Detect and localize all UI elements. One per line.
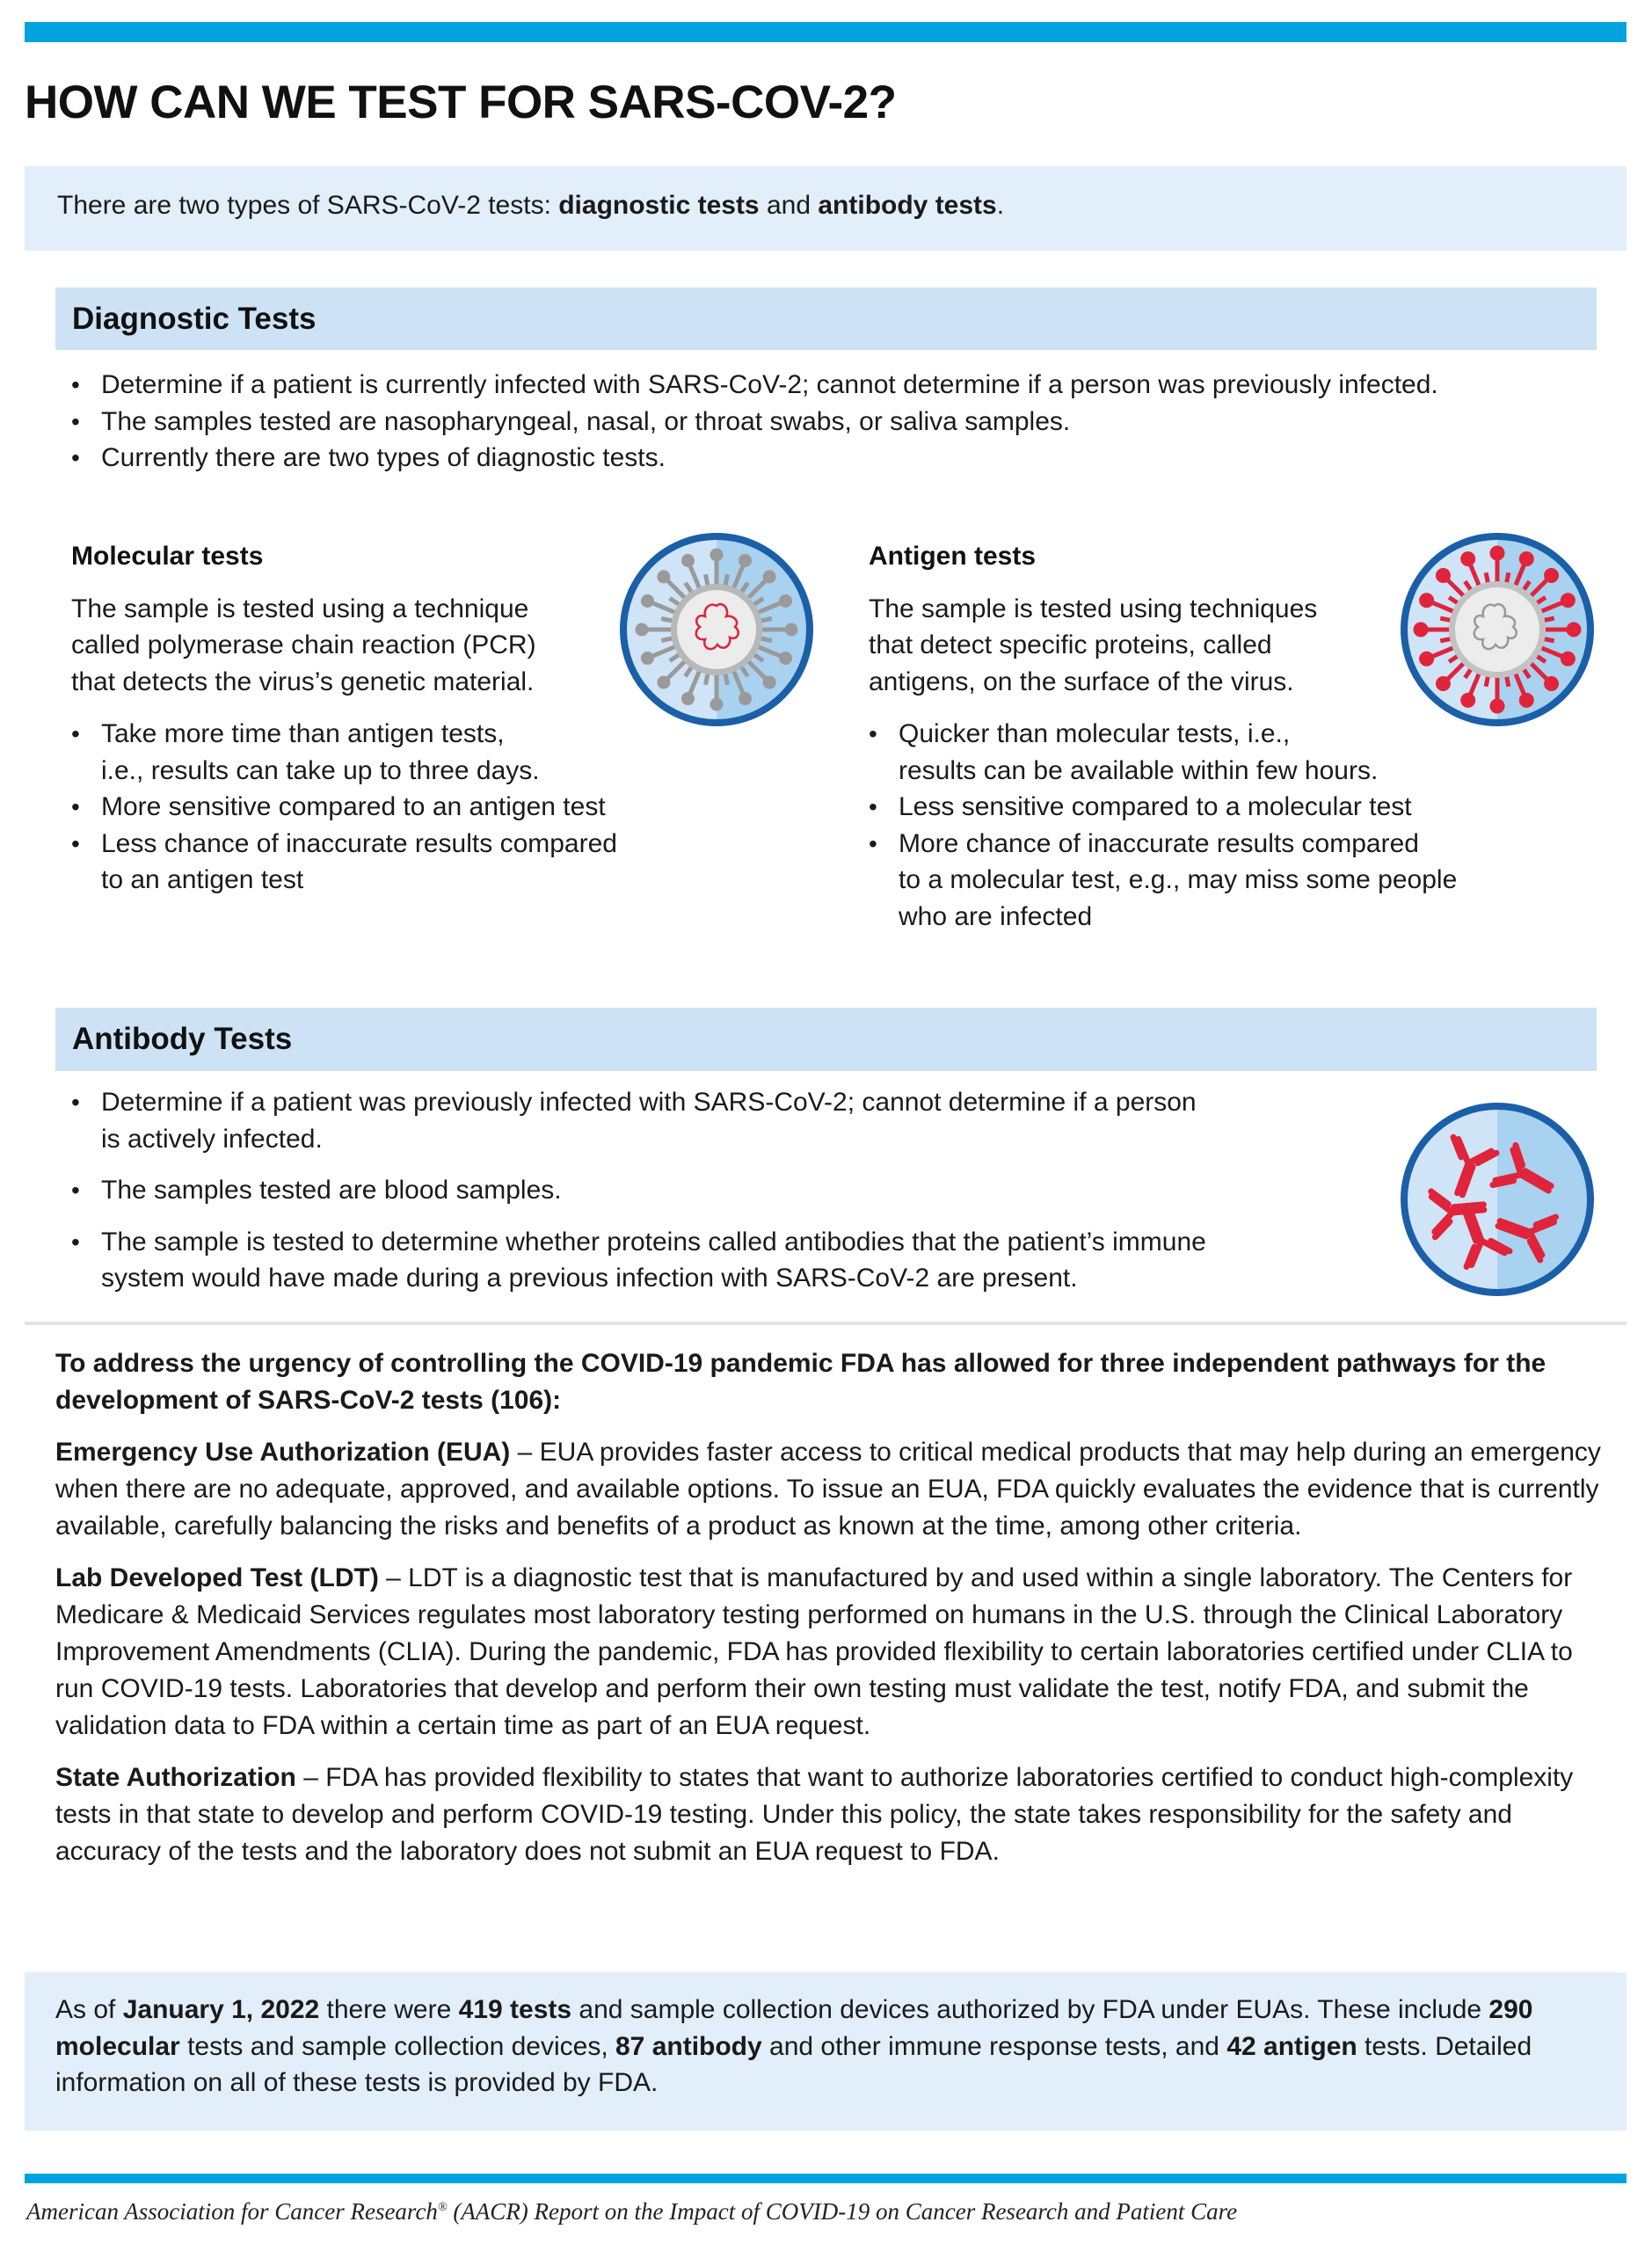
spike-head [1420,652,1434,666]
intro-box [25,166,1627,251]
spike-head [681,554,694,566]
spike-head [780,652,792,665]
spike-head [1461,693,1475,707]
spike-head [1490,699,1504,713]
text-fragment: • More chance of inaccurate results compared [899,828,1419,858]
text-fragment: • Determine if a patient was previously infected with SARS-CoV-2; cannot determine if a person [101,1088,1197,1117]
section-divider [25,1322,1627,1325]
spike-head [1436,568,1450,582]
pathway-term: Emergency Use Authorization (EUA) [55,1438,511,1467]
pathway-text: – LDT is a diagnostic test that is manufactured by and used within a single laboratory. The Centers for Medicare & Medicaid Services regulates most laboratory testing performed on humans in the U.S. through the Clinical Laboratory Improvement Amendments (CLIA). During the pandemic, FDA has provided flexibility to certain laboratories certified under CLIA to run COVID-19 tests. Laboratories that develop and perform their own testing must validate the test, notify FDA, and submit the validation data to FDA within a certain time as part of an EUA request. [55,1563,1573,1740]
text-line: antigens, on the surface of the virus. [869,667,1294,696]
spike-head [681,693,694,705]
summary-box [25,1972,1627,2131]
summary-total: 419 tests [458,1995,572,2024]
spike-head [1414,623,1428,637]
pathway-ldt [55,1560,1612,1745]
intro-middle: and [759,191,819,220]
antibody-bullets [55,1084,1374,1312]
text-fragment: who are infected [899,901,1093,931]
spike-head [1567,623,1581,637]
pathway-term: State Authorization [55,1763,296,1792]
bottom-accent-bar [25,2174,1627,2183]
spike-stub [661,638,673,641]
antigen-tests-heading: Antigen tests [869,542,1037,571]
antigen-description [869,591,1457,701]
text-fragment: system would have made during a previous infection with SARS-CoV-2 are present. [101,1264,1078,1293]
diagnostic-tests-header [55,288,1597,350]
text-fragment: • Quicker than molecular tests, i.e., [899,719,1291,748]
diagnostic-bullets [55,367,1603,477]
virus-rna-icon [617,530,816,729]
pathway-term: Lab Developed Test (LDT) [55,1563,379,1592]
antibody-tests-heading: Antibody Tests [72,1022,293,1056]
spike-stub [760,638,772,641]
antigen-column [869,538,1457,935]
antibody-icon [1398,1100,1597,1299]
intro-antibody-tests: antibody tests [818,191,997,220]
spike-head [1561,652,1575,666]
molecular-tests-heading: Molecular tests [71,542,264,571]
spike-head [739,554,752,566]
list-item [853,826,1457,936]
spike-head [1490,546,1504,560]
spike-head [1519,693,1533,707]
pathway-state [55,1759,1612,1870]
spike-head [1561,594,1575,608]
intro-text [57,191,1004,221]
antigen-bullets [853,716,1457,935]
summary-date: January 1, 2022 [122,1995,320,2024]
text-fragment: (AACR) Report on the Impact of COVID-19 on Cancer Research and Patient Care [447,2198,1238,2225]
text-line: that detect specific proteins, called [869,630,1272,659]
list-item [55,1084,1374,1157]
list-item [55,716,617,789]
footer-citation [26,2198,1237,2226]
text-fragment: tests and sample collection devices, [179,2031,615,2061]
spike-head [641,652,653,665]
pathway-eua [55,1434,1612,1545]
spike-head [710,698,723,710]
fda-pathways [55,1345,1612,1870]
summary-antibody: 87 antibody [615,2031,762,2061]
list-item [55,1224,1374,1297]
spike-head [658,676,670,688]
spike-head [785,623,797,636]
text-fragment: i.e., results can take up to three days. [101,755,540,785]
spike-stub [661,619,673,622]
summary-molecular: 290 molecular [55,1995,1533,2061]
text-fragment: As of [55,1995,123,2024]
spike-stub [725,574,728,586]
spike-stub [760,619,772,622]
text-line: that detects the virus’s genetic material. [71,667,535,696]
spike-head [1545,568,1559,582]
diagnostic-tests-heading: Diagnostic Tests [72,302,317,336]
molecular-bullets [55,716,617,899]
intro-suffix: . [996,191,1005,220]
text-fragment: • Less sensitive compared to a molecular test [899,792,1412,821]
molecular-description [71,591,617,701]
list-item: • Currently there are two types of diagnostic tests. [55,440,1603,477]
spike-head [636,623,648,636]
molecular-column [71,538,617,899]
text-fragment: to an antigen test [101,865,304,894]
page-title: HOW CAN WE TEST FOR SARS-COV-2? [25,76,897,128]
list-item [55,1172,1374,1209]
text-line: The sample is tested using techniques [869,594,1318,623]
list-item [55,789,617,826]
spike-head [780,594,792,607]
spike-head [763,571,775,583]
pathway-text: – FDA has provided flexibility to states that want to authorize laboratories certified to conduct high-complexity tests in that state to develop and perform COVID-19 testing. Under this policy, the state takes responsibility for the safety and accuracy of the tests and the laboratory does not submit an EUA request to FDA. [55,1763,1574,1866]
antibody-tests-header [55,1008,1597,1071]
text-fragment: tests. Detailed information on all of these tests is provided by FDA. [55,2031,1532,2097]
text-line: called polymerase chain reaction (PCR) [71,630,536,659]
text-fragment: results can be available within few hours. [899,755,1379,785]
list-item [853,716,1457,789]
text-fragment: and sample collection devices authorized by FDA under EUAs. These include [571,1995,1489,2024]
summary-text [55,1992,1629,2102]
list-item: • The samples tested are nasopharyngeal, nasal, or throat swabs, or saliva samples. [55,404,1603,441]
spike-head [739,693,752,705]
spike-head [710,549,723,561]
spike-stub [725,673,728,685]
text-fragment: is actively infected. [101,1124,323,1154]
text-fragment: • Less chance of inaccurate results compared [101,828,617,858]
spike-head [1461,552,1475,566]
text-fragment: • More sensitive compared to an antigen test [101,792,606,821]
intro-prefix: There are two types of SARS-CoV-2 tests: [57,191,559,220]
text-fragment: • The sample is tested to determine whether proteins called antibodies that the patient’s immune [101,1227,1206,1257]
spike-stub [706,574,709,586]
text-fragment: • The samples tested are blood samples. [101,1176,562,1205]
text-fragment: ® [437,2201,448,2214]
spike-head [1545,677,1559,691]
text-fragment: to a molecular test, e.g., may miss some people [899,865,1458,894]
text-fragment: • Take more time than antigen tests, [101,719,505,748]
virus-spike-protein-icon [1398,530,1597,729]
spike-head [1420,594,1434,608]
intro-diagnostic-tests: diagnostic tests [558,191,760,220]
spike-head [763,676,775,688]
text-fragment: American Association for Cancer Research [26,2198,438,2225]
top-accent-bar [25,22,1627,42]
list-item [55,826,617,899]
spike-head [1519,552,1533,566]
list-item [853,789,1457,826]
text-line: The sample is tested using a technique [71,594,529,623]
text-fragment: and other immune response tests, and [761,2031,1227,2061]
spike-stub [706,673,709,685]
spike-head [641,594,653,607]
list-item: • Determine if a patient is currently infected with SARS-CoV-2; cannot determine if a person was previously infected. [55,367,1603,404]
fda-intro: To address the urgency of controlling the COVID-19 pandemic FDA has allowed for three independent pathways for the development of SARS-CoV-2 tests (106): [55,1349,1546,1415]
spike-head [658,571,670,583]
text-fragment: there were [319,1995,459,2024]
pathway-text: – EUA provides faster access to critical medical products that may help during an emergency when there are no adequate, approved, and available options. To issue an EUA, FDA quickly evaluates the evidence that is currently available, carefully balancing the risks and benefits of a product as known at the time, among other criteria. [55,1438,1601,1541]
summary-antigen: 42 antigen [1226,2031,1357,2061]
spike-head [1436,677,1450,691]
